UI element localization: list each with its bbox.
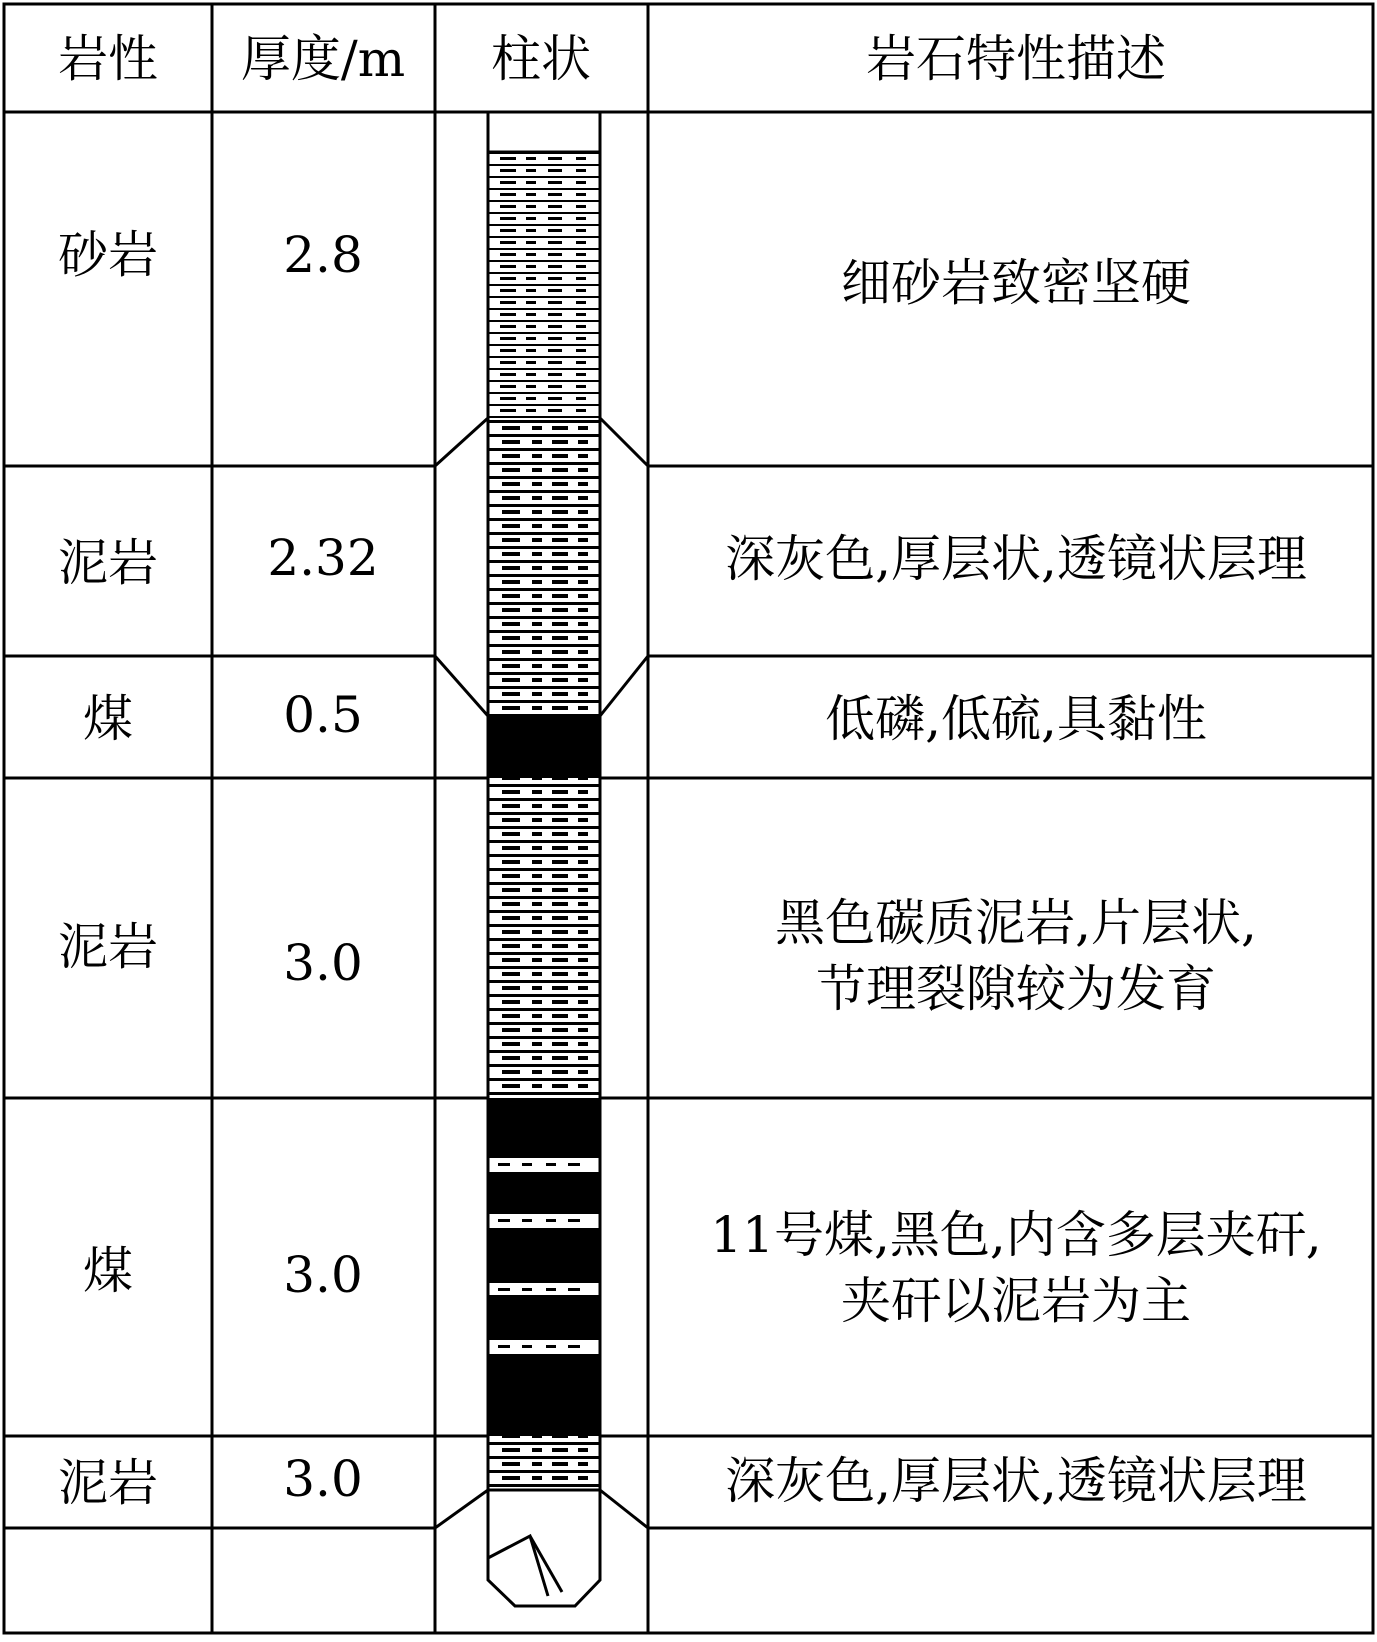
layer-mudstone-pattern-3 bbox=[488, 1436, 600, 1490]
row-4-thickness: 3.0 bbox=[283, 934, 363, 992]
row-1-description-line-1: 细砂岩致密坚硬 bbox=[841, 254, 1191, 312]
row-6-lithology: 泥岩 bbox=[58, 1454, 158, 1512]
row-2-thickness: 2.32 bbox=[267, 529, 379, 587]
row-4-lithology: 泥岩 bbox=[58, 918, 158, 976]
header-thickness: 厚度/m bbox=[240, 30, 406, 88]
row-5-description-line-2: 夹矸以泥岩为主 bbox=[841, 1272, 1191, 1330]
core-end-symbol bbox=[488, 1490, 600, 1606]
row-1-thickness: 2.8 bbox=[283, 226, 363, 284]
row-5-thickness: 3.0 bbox=[283, 1246, 363, 1304]
row-2-description-line-1: 深灰色,厚层状,透镜状层理 bbox=[725, 530, 1307, 588]
row-4-description-line-2: 节理裂隙较为发育 bbox=[816, 960, 1216, 1018]
row-5-lithology: 煤 bbox=[83, 1242, 133, 1300]
layer-coal-2 bbox=[488, 1098, 600, 1436]
row-1-lithology: 砂岩 bbox=[58, 226, 158, 284]
row-6-thickness: 3.0 bbox=[283, 1450, 363, 1508]
stratigraphic-column bbox=[435, 112, 648, 1606]
header-column: 柱状 bbox=[491, 30, 591, 88]
row-6-description-line-1: 深灰色,厚层状,透镜状层理 bbox=[725, 1452, 1307, 1510]
table-header bbox=[58, 30, 1166, 88]
row-4-description-line-1: 黑色碳质泥岩,片层状, bbox=[775, 894, 1257, 952]
row-2-lithology: 泥岩 bbox=[58, 534, 158, 592]
row-3-lithology: 煤 bbox=[83, 690, 133, 748]
table-rows bbox=[58, 226, 1322, 1512]
layer-mudstone-pattern-1 bbox=[488, 418, 600, 716]
row-5-description-line-1: 11号煤,黑色,内含多层夹矸, bbox=[710, 1206, 1322, 1264]
layer-mudstone-pattern-2 bbox=[488, 778, 600, 1098]
header-description: 岩石特性描述 bbox=[866, 30, 1166, 88]
row-3-thickness: 0.5 bbox=[283, 686, 363, 744]
header-lithology: 岩性 bbox=[58, 30, 158, 88]
layer-coal-1 bbox=[488, 716, 600, 778]
layer-sandstone-pattern bbox=[488, 152, 600, 418]
table-grid bbox=[4, 4, 1373, 1633]
row-3-description-line-1: 低磷,低硫,具黏性 bbox=[825, 690, 1207, 748]
